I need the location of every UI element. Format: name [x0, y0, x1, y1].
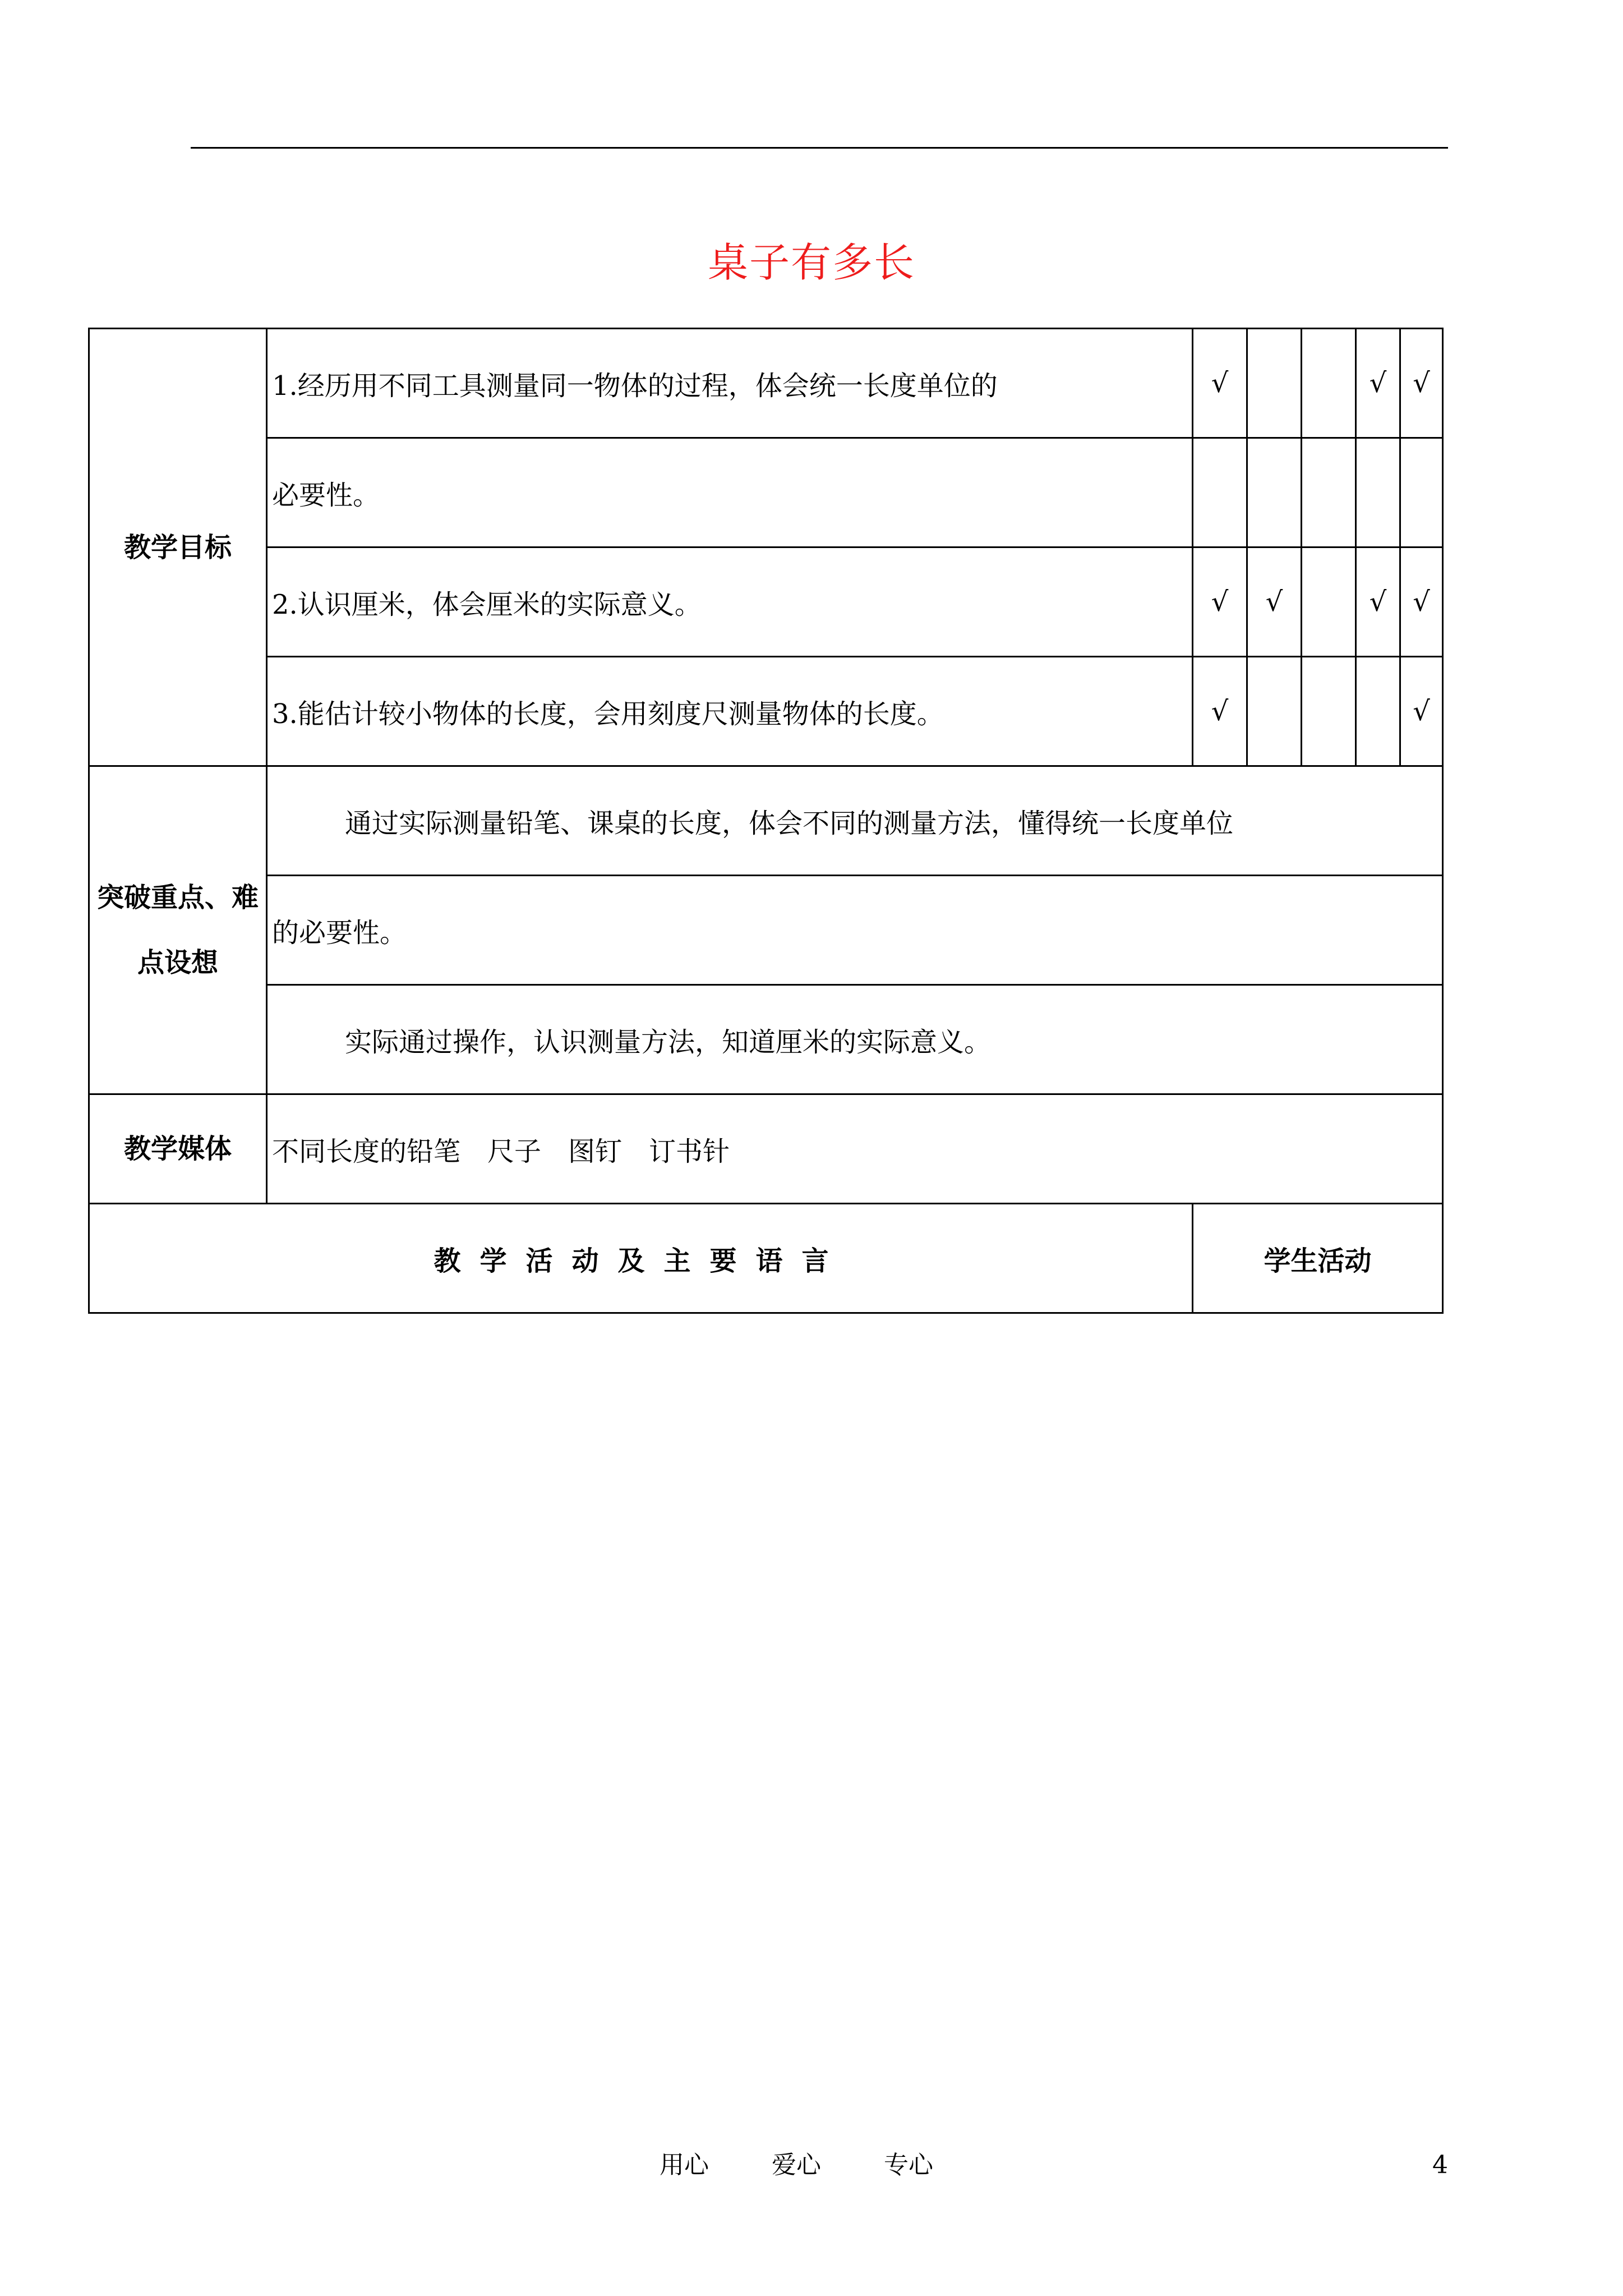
key-points-text: 实际通过操作，认识测量方法，知道厘米的实际意义。: [267, 985, 1443, 1094]
media-row: [89, 1094, 1443, 1204]
check-cell: [1193, 438, 1247, 547]
check-cell: √: [1193, 547, 1247, 657]
key-points-label-line1: 突破重点、难: [96, 882, 259, 913]
check-cell: √: [1247, 547, 1302, 657]
check-cell: [1247, 329, 1302, 438]
key-points-row: [89, 985, 1443, 1094]
footer-text-1: 用心: [660, 2151, 709, 2179]
student-activity-header: 学生活动: [1193, 1204, 1443, 1313]
check-cell: [1400, 438, 1443, 547]
activity-header-row: [89, 1204, 1443, 1313]
check-cell: √: [1193, 657, 1247, 766]
key-points-label: [89, 766, 267, 1094]
check-cell: [1247, 657, 1302, 766]
check-cell: √: [1400, 329, 1443, 438]
objectives-label: 教学目标: [89, 329, 267, 766]
check-cell: [1302, 657, 1356, 766]
check-cell: √: [1400, 657, 1443, 766]
objective-text: 1.经历用不同工具测量同一物体的过程，体会统一长度单位的: [267, 329, 1193, 438]
objective-row: [89, 438, 1443, 547]
key-points-label-line2: 点设想: [137, 947, 218, 978]
lesson-plan-table: [88, 328, 1444, 1314]
objective-text: 2.认识厘米，体会厘米的实际意义。: [267, 547, 1193, 657]
page-title: 桌子有多长: [707, 239, 915, 286]
key-points-row: [89, 766, 1443, 876]
media-text: 不同长度的铅笔 尺子 图钉 订书针: [267, 1094, 1443, 1204]
objective-row: [89, 547, 1443, 657]
activity-header: 教学活动及主要语言: [89, 1204, 1193, 1313]
objective-row: [89, 657, 1443, 766]
header-rule: [191, 147, 1448, 149]
check-cell: √: [1356, 547, 1400, 657]
check-cell: [1247, 438, 1302, 547]
check-cell: [1356, 438, 1400, 547]
key-points-row: [89, 876, 1443, 985]
key-points-text: 的必要性。: [267, 876, 1443, 985]
check-cell: [1302, 329, 1356, 438]
objective-text: 3.能估计较小物体的长度，会用刻度尺测量物体的长度。: [267, 657, 1193, 766]
objective-text: 必要性。: [267, 438, 1193, 547]
check-cell: [1302, 547, 1356, 657]
footer-text-3: 专心: [884, 2151, 933, 2179]
footer-text-2: 爱心: [772, 2151, 821, 2179]
check-cell: [1302, 438, 1356, 547]
key-points-text: 通过实际测量铅笔、课桌的长度，体会不同的测量方法，懂得统一长度单位: [267, 766, 1443, 876]
page-number: 4: [1432, 2151, 1448, 2179]
check-cell: [1356, 657, 1400, 766]
media-label: 教学媒体: [89, 1094, 267, 1204]
check-cell: √: [1356, 329, 1400, 438]
objective-row: [89, 329, 1443, 438]
check-cell: √: [1400, 547, 1443, 657]
check-cell: √: [1193, 329, 1247, 438]
